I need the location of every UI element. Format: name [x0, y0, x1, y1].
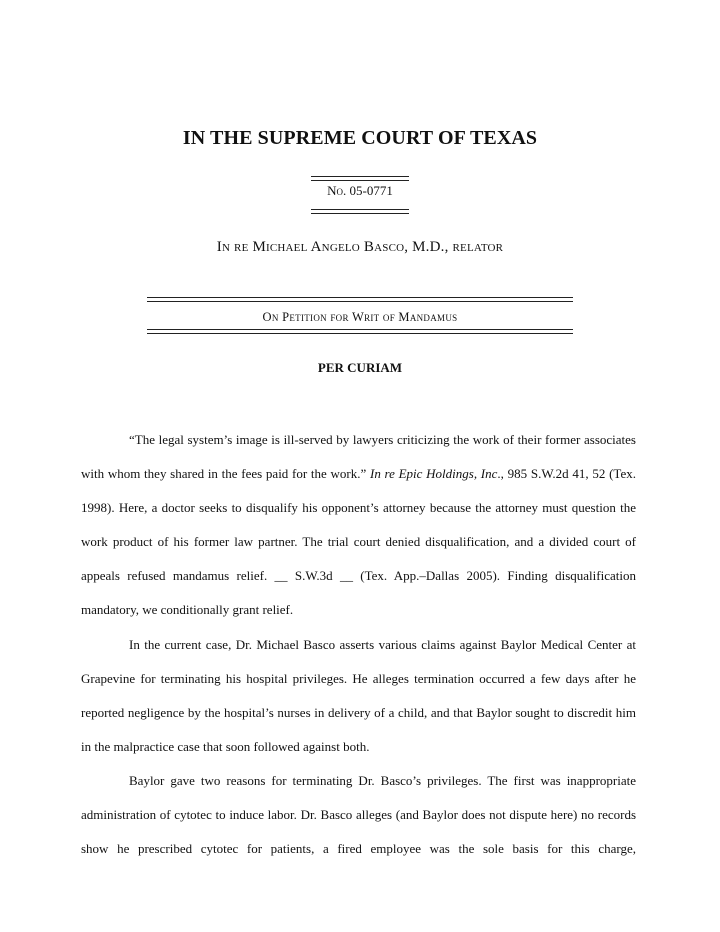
case-number-rule-top — [311, 176, 409, 181]
case-number-rule-bottom — [311, 209, 409, 214]
case-caption: In re Michael Angelo Basco, M.D., relator — [216, 239, 504, 255]
per-curiam-heading: PER CURIAM — [317, 360, 403, 375]
case-number: No. 05-0771 — [327, 183, 393, 198]
proceeding-line: On Petition for Writ of Mandamus — [262, 310, 458, 324]
paragraph-1 — [81, 423, 636, 628]
opinion-body — [81, 423, 636, 866]
proceeding-rule-top — [147, 297, 573, 302]
citation-case-name: In re Epic Holdings, Inc — [369, 466, 498, 482]
court-title: IN THE SUPREME COURT OF TEXAS — [182, 127, 538, 149]
paragraph-2: In the current case, Dr. Michael Basco asserts various claims against Baylor Medical Center at Grapevine for terminating his hospital privileges. He alleges termination occurred a few days after he reported negligence by the hospital’s nurses in delivery of a child, and that Baylor sought to discredit him in the malpractice case that soon followed against both. — [81, 636, 636, 754]
paragraph-1-text-b: ., 985 S.W.2d 41, 52 (Tex. 1998). Here, a doctor seeks to disqualify his opponent’s attorney because the attorney must question the work product of his former law partner. The trial court denied disqualification, and a divided court of appeals refused mandamus relief. __ S.W.3d __ (Tex. App.–Dallas 2005). Finding disqualification mandatory, we conditionally grant relief. — [81, 466, 636, 618]
proceeding-rule-bottom — [147, 329, 573, 334]
paragraph-1-text-a: “The legal system’s image is ill-served by lawyers criticizing the work of their former associates with whom they shared in the fees paid for the work.” — [81, 432, 636, 482]
paragraph-3: Baylor gave two reasons for terminating Dr. Basco’s privileges. The first was inappropriate administration of cytotec to induce labor. Dr. Basco alleges (and Baylor does not dispute here) no records show he prescribed cytotec for patients, a fired employee was the sole basis for this charge, — [81, 772, 636, 857]
